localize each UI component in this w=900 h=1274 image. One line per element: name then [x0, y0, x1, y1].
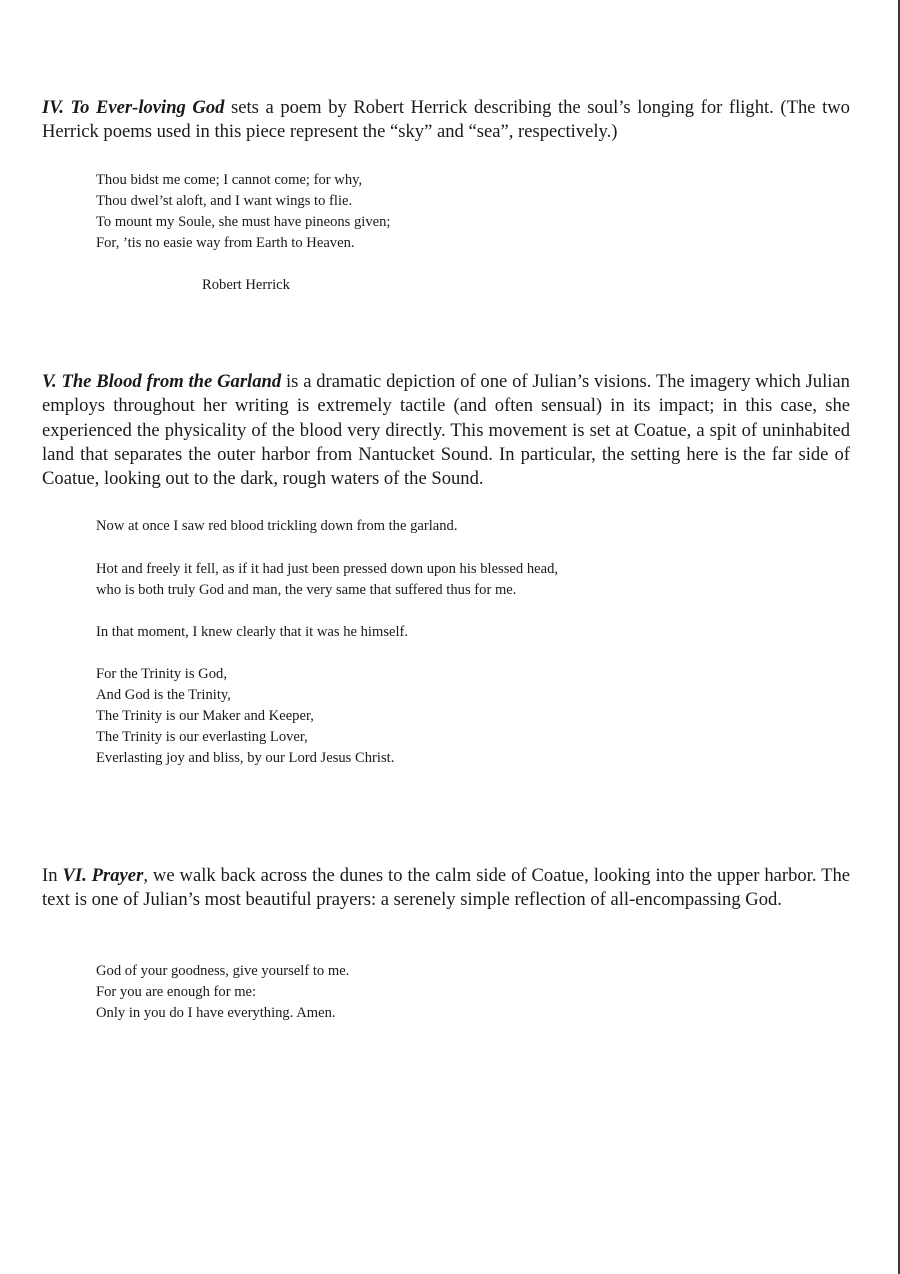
herrick-poem: [96, 170, 390, 254]
verse-line: For you are enough for me:: [96, 984, 257, 1000]
julian-vision-stanza-1: [96, 516, 458, 537]
verse-line: Hot and freely it fell, as if it had just been pressed down upon his blessed head,: [96, 561, 559, 577]
verse-line: The Trinity is our Maker and Keeper,: [96, 708, 314, 724]
julian-vision-stanza-3: [96, 622, 408, 643]
julian-vision-stanza-2: [96, 559, 558, 601]
section-vi-title: VI. Prayer: [62, 865, 144, 886]
julian-prayer: [96, 961, 349, 1024]
verse-line: The Trinity is our everlasting Lover,: [96, 729, 308, 745]
section-iv-paragraph: [42, 96, 850, 145]
verse-line: Everlasting joy and bliss, by our Lord Jesus Christ.: [96, 750, 395, 766]
verse-line: Now at once I saw red blood trickling down from the garland.: [96, 518, 458, 534]
section-iv-body: sets a poem by Robert Herrick describing the soul’s longing for flight. (The two Herrick poems used in this piece represent the “sky” and “sea”, respectively.): [42, 97, 850, 143]
julian-vision-stanza-4: [96, 664, 394, 769]
verse-line: And God is the Trinity,: [96, 687, 231, 703]
verse-line: For, ’tis no easie way from Earth to Heaven.: [96, 235, 355, 251]
verse-line: God of your goodness, give yourself to me.: [96, 963, 350, 979]
section-v-body: is a dramatic depiction of one of Julian’s visions. The imagery which Julian employs throughout her writing is extremely tactile (and often sensual) in its impact; in this case, she experienced the physicality of the blood very directly. This movement is set at Coatue, a spit of uninhabited land that separates the outer harbor from Nantucket Sound. In particular, the setting here is the far side of Coatue, looking out to the dark, rough waters of the Sound.: [42, 371, 850, 490]
section-vi-paragraph: [42, 864, 850, 913]
verse-line: Only in you do I have everything. Amen.: [96, 1005, 336, 1021]
verse-line: Thou dwel’st aloft, and I want wings to flie.: [96, 193, 353, 209]
verse-line: Thou bidst me come; I cannot come; for why,: [96, 172, 363, 188]
section-vi-body: , we walk back across the dunes to the calm side of Coatue, looking into the upper harbor. The text is one of Julian’s most beautiful prayers: a serenely simple reflection of all-encompassing God.: [42, 865, 851, 911]
section-v-title: V. The Blood from the Garland: [42, 371, 282, 392]
verse-line: For the Trinity is God,: [96, 666, 227, 682]
section-iv-title: IV. To Ever-loving God: [42, 97, 225, 118]
verse-line: who is both truly God and man, the very same that suffered thus for me.: [96, 582, 517, 598]
verse-line: In that moment, I knew clearly that it was he himself.: [96, 624, 409, 640]
section-vi-lead: In: [42, 865, 63, 886]
poem-attribution: Robert Herrick: [202, 277, 290, 293]
section-v-paragraph: [42, 370, 850, 491]
verse-line: To mount my Soule, she must have pineons given;: [96, 214, 391, 230]
